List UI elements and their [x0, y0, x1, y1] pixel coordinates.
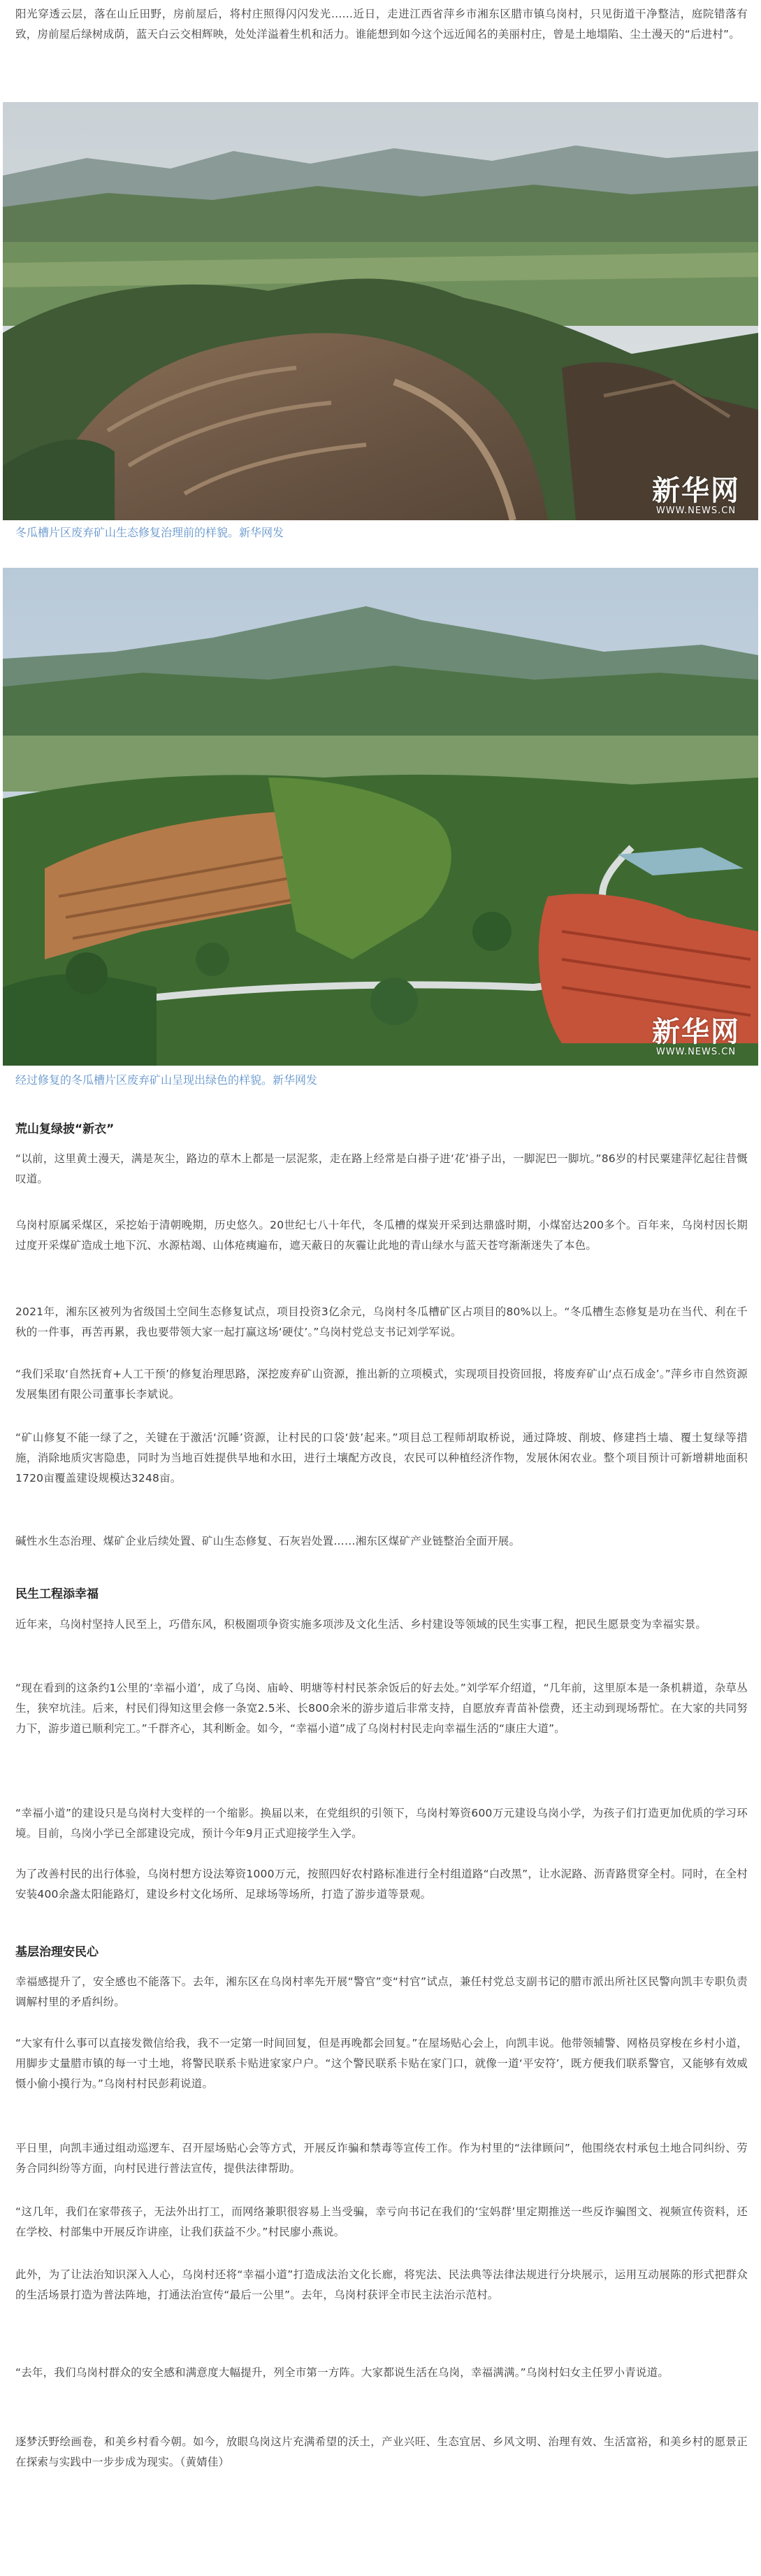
paragraph: 乌岗村原属采煤区，采挖始于清朝晚期，历史悠久。20世纪七八十年代，冬瓜槽的煤炭开采到达鼎盛时期，小煤窑达200多个。百年来，乌岗村因长期过度开采煤矿造成土地下沉、水源枯竭、山体疮痍遍布，遮天蔽日的灰霾让此地的青山绿水与蓝天苍穹渐渐迷失了本色。 — [15, 1219, 748, 1252]
paragraph: 2021年，湘东区被列为省级国土空间生态修复试点，项目投资3亿余元，乌岗村冬瓜槽矿区占项目的80%以上。“冬瓜槽生态修复是功在当代、利在千秋的一件事，再苦再累，我也要带领大家一起打赢这场‘硬仗’。”乌岗村党总支书记刘学军说。 — [15, 1305, 748, 1338]
section-heading-3: 基层治理安民心 — [15, 1945, 99, 1959]
mine-after-photo — [3, 568, 758, 1066]
paragraph: “这几年，我们在家带孩子，无法外出打工，而网络兼职很容易上当受骗，幸亏向书记在我们的‘宝妈群’里定期推送一些反诈骗图文、视频宣传资料，还在学校、村部集中开展反诈讲座，让我们获益不少。”村民廖小燕说。 — [15, 2205, 748, 2238]
paragraph: “现在看到的这条约1公里的‘幸福小道’，成了乌岗、庙岭、明塘等村村民茶余饭后的好去处。”刘学军介绍道，“几年前，这里原本是一条机耕道，杂草丛生，狭窄坑洼。后来，村民们得知这里会修一条宽2.5米、长800余米的游步道后非常支持，自愿放弃青苗补偿费，还主动到现场帮忙。在大家的共同努力下，游步道已顺利完工。”千群齐心，其利断金。如今，“幸福小道”成了乌岗村村民走向幸福生活的“康庄大道”。 — [15, 1682, 748, 1735]
section-heading-2: 民生工程添幸福 — [15, 1587, 99, 1601]
paragraph: “大家有什么事可以直接发微信给我，我不一定第一时间回复，但是再晚都会回复。”在屋场贴心会上，向凯丰说。他带领辅警、网格员穿梭在乡村小道，用脚步丈量腊市镇的每一寸土地，将警民联系卡贴进家家户户。“这个警民联系卡贴在家门口，就像一道‘平安符’，既方便我们联系警官，又能够有效威慑小偷小摸行为。”乌岗村村民彭莉说道。 — [15, 2037, 748, 2090]
paragraph: 平日里，向凯丰通过组动巡逻车、召开屋场贴心会等方式，开展反诈骗和禁毒等宣传工作。作为村里的“法律顾问”，他围绕农村承包土地合同纠纷、劳务合同纠纷等方面，向村民进行普法宣传，提供法律帮助。 — [15, 2142, 748, 2175]
paragraph: 幸福感提升了，安全感也不能落下。去年，湘东区在乌岗村率先开展“警官”变“村官”试点，兼任村党总支副书记的腊市派出所社区民警向凯丰专职负责调解村里的矛盾纠纷。 — [15, 1975, 748, 2008]
paragraph: “矿山修复不能一绿了之，关键在于激活‘沉睡’资源，让村民的口袋‘鼓’起来。”项目总工程师胡取桥说，通过降坡、削坡、修建挡土墙、覆土复绿等措施，消除地质灾害隐患，同时为当地百姓提供旱地和水田，进行土壤配方改良，农民可以种植经济作物，发展休闲农业。整个项目预计可新增耕地面积1720亩覆盖建设规模达3248亩。 — [15, 1431, 748, 1484]
intro-paragraph: 阳光穿透云层，落在山丘田野，房前屋后，将村庄照得闪闪发光……近日，走进江西省萍乡市湘东区腊市镇乌岗村，只见街道干净整洁，庭院错落有致，房前屋后绿树成荫，蓝天白云交相辉映，处处洋溢着生机和活力。谁能想到如今这个远近闻名的美丽村庄，曾是土地塌陷、尘土漫天的“后进村”。 — [15, 8, 748, 41]
closing-paragraph: 逐梦沃野绘画卷，和美乡村看今朝。如今，放眼乌岗这片充满希望的沃土，产业兴旺、生态宜居、乡风文明、治理有效、生活富裕，和美乡村的愿景正在探索与实践中一步步成为现实。（黄婧佳） — [15, 2435, 748, 2468]
mine-after-image — [3, 568, 758, 1066]
paragraph: “我们采取‘自然抚育+人工干预’的修复治理思路，深挖废弃矿山资源，推出新的立项模式，实现项目投资回报，将废弃矿山‘点石成金’。”萍乡市自然资源发展集团有限公司董事长李斌说。 — [15, 1368, 748, 1401]
section-heading-1: 荒山复绿披“新衣” — [15, 1122, 115, 1136]
paragraph: 近年来，乌岗村坚持人民至上，巧借东风，积极圈项争资实施多项涉及文化生活、乡村建设等领域的民生实事工程，把民生愿景变为幸福实景。 — [15, 1618, 707, 1631]
paragraph: “以前，这里黄土漫天，满是灰尘，路边的草木上都是一层泥浆，走在路上经常是白褂子进‘花’褂子出，一脚泥巴一脚坑。”86岁的村民粟建萍忆起往昔慨叹道。 — [15, 1152, 748, 1185]
photo-caption-after: 经过修复的冬瓜槽片区废弃矿山呈现出绿色的样貌。新华网发 — [15, 1073, 318, 1087]
mine-before-photo — [3, 102, 758, 520]
paragraph: “幸福小道”的建设只是乌岗村大变样的一个缩影。换届以来，在党组织的引领下，乌岗村筹资600万元建设乌岗小学，为孩子们打造更加优质的学习环境。目前，乌岗小学已全部建设完成，预计今年9月正式迎接学生入学。 — [15, 1807, 748, 1840]
paragraph: 碱性水生态治理、煤矿企业后续处置、矿山生态修复、石灰岩处置……湘东区煤矿产业链整治全面开展。 — [15, 1535, 521, 1547]
mine-before-image — [3, 102, 758, 520]
paragraph: “去年，我们乌岗村群众的安全感和满意度大幅提升，列全市第一方阵。大家都说生活在乌岗，幸福满满。”乌岗村妇女主任罗小青说道。 — [15, 2366, 669, 2379]
watermark: 新华网 WWW.NEWS.CN — [652, 475, 740, 516]
watermark: 新华网 WWW.NEWS.CN — [652, 1016, 740, 1057]
paragraph: 为了改善村民的出行体验，乌岗村想方设法筹资1000万元，按照四好农村路标准进行全村组道路“白改黑”，让水泥路、沥青路贯穿全村。同时，在全村安装400余盏太阳能路灯，建设乡村文化场所、足球场等场所，打造了游步道等景观。 — [15, 1868, 748, 1901]
paragraph: 此外，为了让法治知识深入人心，乌岗村还将“幸福小道”打造成法治文化长廊，将宪法、民法典等法律法规进行分块展示，运用互动展陈的形式把群众的生活场景打造为普法阵地，打通法治宣传“最后一公里”。去年，乌岗村获评全市民主法治示范村。 — [15, 2268, 748, 2301]
photo-caption-before: 冬瓜槽片区废弃矿山生态修复治理前的样貌。新华网发 — [15, 526, 284, 539]
